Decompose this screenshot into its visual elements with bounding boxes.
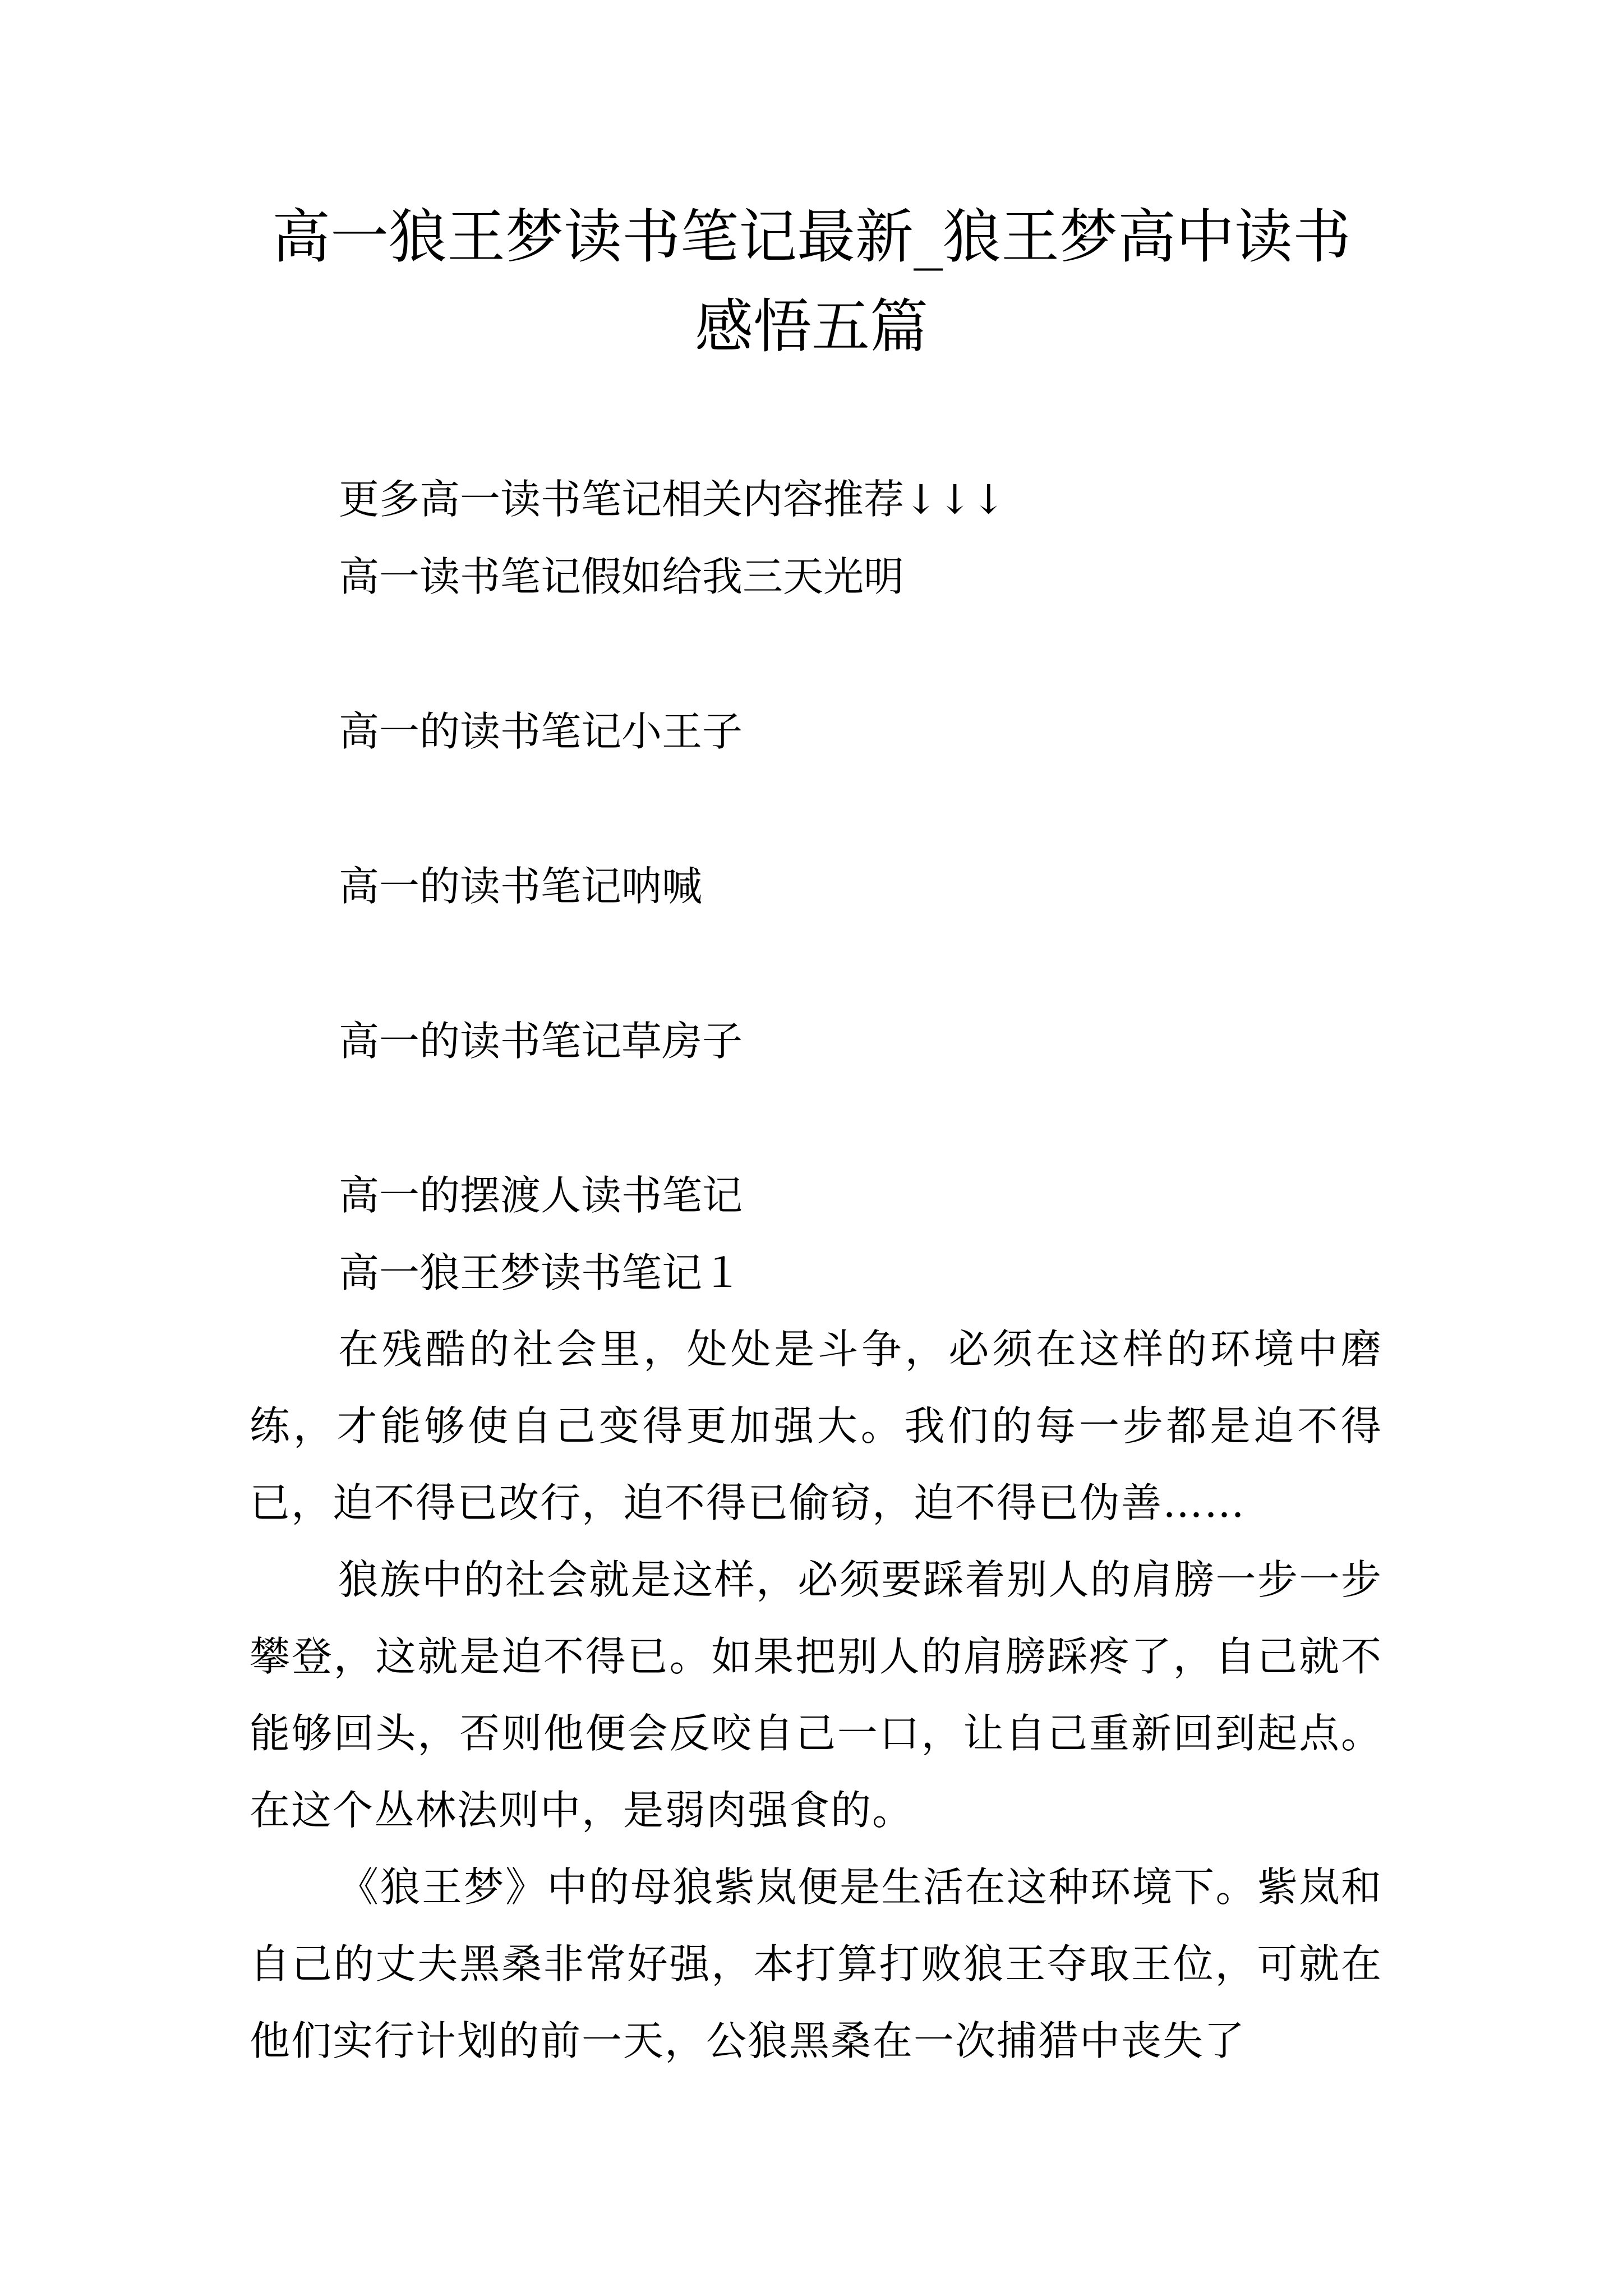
document-title-line-1: 高一狼王梦读书笔记最新_狼王梦高中读书 — [271, 203, 1351, 271]
recommend-link-5[interactable]: 高一的摆渡人读书笔记 — [339, 1172, 743, 1219]
recommend-link-1[interactable]: 高一读书笔记假如给我三天光明 — [339, 553, 905, 600]
recommend-link-4[interactable]: 高一的读书笔记草房子 — [339, 1018, 743, 1065]
body-paragraph-2: 狼族中的社会就是这样，必须要踩着别人的肩膀一步一步攀登，这就是迫不得已。如果把别人的肩膀踩疼了，自己就不能够回头，否则他便会反咬自己一口，让自己重新回到起点。在这个丛林法则中，是弱肉强食的。 — [250, 1556, 1382, 1834]
recommend-header: 更多高一读书笔记相关内容推荐↓↓↓ — [339, 476, 1006, 523]
section-heading: 高一狼王梦读书笔记１ — [339, 1249, 743, 1296]
body-paragraph-3: 《狼王梦》中的母狼紫岚便是生活在这种环境下。紫岚和自己的丈夫黑桑非常好强，本打算打败狼王夺取王位，可就在他们实行计划的前一天，公狼黑桑在一次捕猎中丧失了 — [250, 1864, 1382, 2064]
recommend-link-2[interactable]: 高一的读书笔记小王子 — [339, 708, 743, 755]
document-title-line-2: 感悟五篇 — [694, 292, 928, 361]
recommend-link-3[interactable]: 高一的读书笔记呐喊 — [339, 863, 703, 910]
body-paragraph-1: 在残酷的社会里，处处是斗争，必须在这样的环境中磨练，才能够使自己变得更加强大。我们的每一步都是迫不得已，迫不得已改行，迫不得已偷窃，迫不得已伪善…… — [250, 1326, 1382, 1526]
